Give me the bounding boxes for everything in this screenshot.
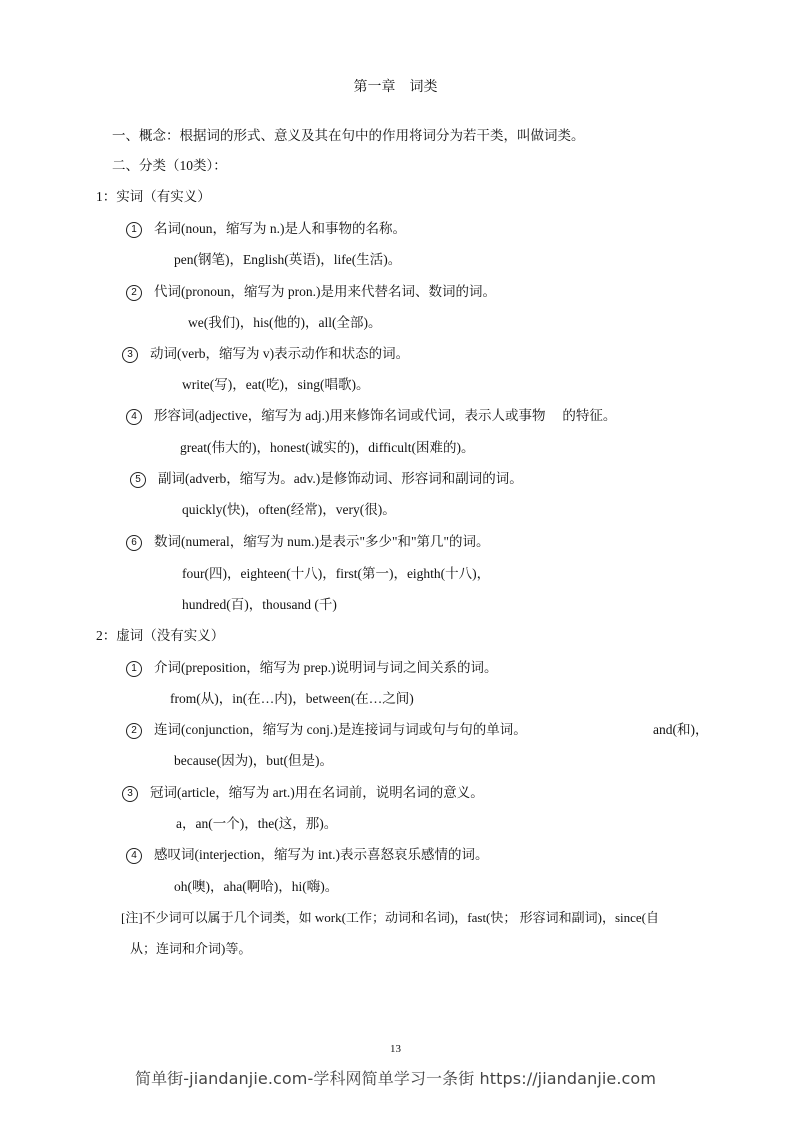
circled-number-marker: 4 <box>126 848 142 864</box>
footer-watermark: 简单街-jiandanjie.com-学科网简单学习一条街 https://jiandanjie.com <box>134 1069 657 1088</box>
item-examples: great(伟大的)，honest(诚实的)，difficult(困难的)。 <box>180 440 475 455</box>
item-definition: 代词(pronoun，缩写为 pron.)是用来代替名词、数词的词。 <box>154 284 496 299</box>
concept-paragraph: 一、概念：根据词的形式、意义及其在句中的作用将词分为若干类，叫做词类。 <box>112 128 585 143</box>
list-item <box>126 407 616 425</box>
item-definition: 数词(numeral，缩写为 num.)是表示"多少"和"第几"的词。 <box>154 534 490 549</box>
circled-number-marker: 3 <box>122 347 138 363</box>
list-item <box>126 283 496 301</box>
circled-number-marker: 5 <box>130 472 146 488</box>
list-item <box>126 721 527 739</box>
item-definition: 感叹词(interjection，缩写为 int.)表示喜怒哀乐感情的词。 <box>154 847 489 862</box>
list-item <box>130 470 523 488</box>
item-examples: pen(钢笔)，English(英语)，life(生活)。 <box>174 252 402 267</box>
circled-number-marker: 4 <box>126 409 142 425</box>
circled-number-marker: 1 <box>126 222 142 238</box>
note-line-2: 从；连词和介词)等。 <box>130 941 252 956</box>
item-examples: we(我们)，his(他的)，all(全部)。 <box>188 315 382 330</box>
item-examples: oh(噢)，aha(啊哈)，hi(嗨)。 <box>174 879 339 894</box>
item-definition: 连词(conjunction，缩写为 conj.)是连接词与词或句与句的单词。 <box>154 722 527 737</box>
item-definition: 副词(adverb，缩写为。adv.)是修饰动词、形容词和副词的词。 <box>158 471 523 486</box>
item-examples: write(写)，eat(吃)，sing(唱歌)。 <box>182 377 370 392</box>
section-heading-content-words: 1：实词（有实义） <box>96 189 211 204</box>
item-definition: 介词(preposition，缩写为 prep.)说明词与词之间关系的词。 <box>154 660 498 675</box>
item-definition: 形容词(adjective，缩写为 adj.)用来修饰名词或代词，表示人或事物 的特征。 <box>154 408 617 423</box>
list-item <box>126 533 490 551</box>
item-definition: 名词(noun，缩写为 n.)是人和事物的名称。 <box>154 221 406 236</box>
page-number: 13 <box>390 1043 401 1055</box>
item-examples: hundred(百)，thousand (千) <box>182 597 337 612</box>
classification-heading: 二、分类（10类）： <box>112 158 227 173</box>
item-examples: because(因为)，but(但是)。 <box>174 753 333 768</box>
circled-number-marker: 3 <box>122 786 138 802</box>
circled-number-marker: 6 <box>126 535 142 551</box>
item-definition: 冠词(article，缩写为 art.)用在名词前，说明名词的意义。 <box>150 785 484 800</box>
item-examples: from(从)，in(在…内)，between(在…之间) <box>170 691 414 706</box>
item-examples: a，an(一个)，the(这，那)。 <box>176 816 338 831</box>
section-heading-function-words: 2：虚词（没有实义） <box>96 628 225 643</box>
circled-number-marker: 1 <box>126 661 142 677</box>
list-item <box>122 345 409 363</box>
item-examples: four(四)，eighteen(十八)，first(第一)，eighth(十八)， <box>182 566 491 581</box>
list-item <box>126 220 406 238</box>
chapter-title: 第一章 词类 <box>353 80 438 95</box>
item-definition: 动词(verb，缩写为 v)表示动作和状态的词。 <box>150 346 410 361</box>
circled-number-marker: 2 <box>126 723 142 739</box>
item-trailing-example: and(和)， <box>653 722 709 737</box>
list-item <box>122 784 484 802</box>
list-item <box>126 846 488 864</box>
list-item <box>126 659 497 677</box>
note-line-1: [注]不少词可以属于几个词类，如 work(工作；动词和名词)，fast(快； 形容词和副词)，since(自 <box>121 910 660 925</box>
item-examples: quickly(快)，often(经常)，very(很)。 <box>182 502 396 517</box>
circled-number-marker: 2 <box>126 285 142 301</box>
